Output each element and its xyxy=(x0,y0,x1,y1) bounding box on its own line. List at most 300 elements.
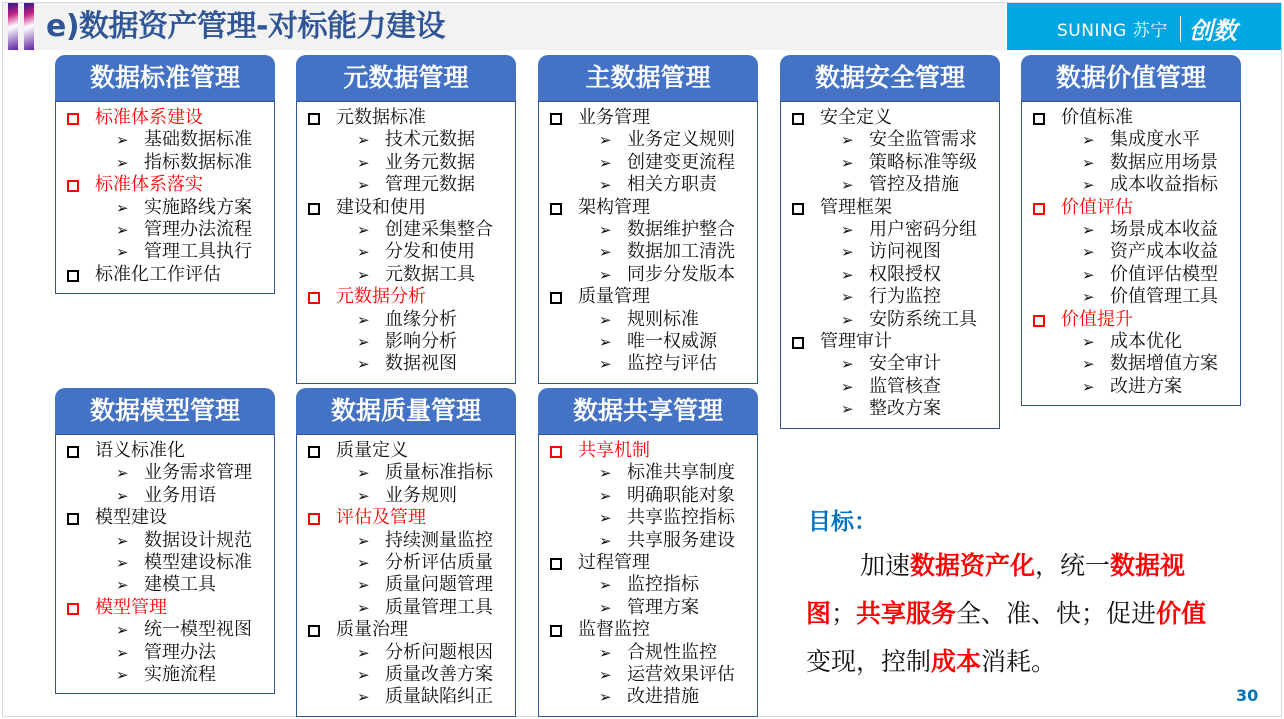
arrow-bullet-icon: ➢ xyxy=(599,265,612,284)
item-text: 管理审计 xyxy=(820,330,892,352)
square-bullet-icon xyxy=(308,513,320,525)
item-text: 资产成本收益 xyxy=(1110,241,1218,263)
item-text: 创建变更流程 xyxy=(627,151,735,173)
item-text: 改进方案 xyxy=(1110,375,1182,397)
arrow-bullet-icon: ➢ xyxy=(1082,131,1095,150)
arrow-bullet-icon: ➢ xyxy=(116,576,129,595)
sub-list-item xyxy=(539,686,757,708)
goal-text-segment: 消耗。 xyxy=(981,647,1057,676)
arrow-bullet-icon: ➢ xyxy=(357,220,370,239)
item-text: 质量改善方案 xyxy=(385,663,493,685)
sub-list-item xyxy=(1022,331,1240,353)
square-bullet-icon xyxy=(308,625,320,637)
list-item xyxy=(539,197,757,219)
item-text: 标准共享制度 xyxy=(627,462,735,484)
arrow-bullet-icon: ➢ xyxy=(599,509,612,528)
goal-text-segment: 变现，控制 xyxy=(806,647,932,676)
item-text: 质量问题管理 xyxy=(385,574,493,596)
item-text: 合规性监控 xyxy=(627,641,717,663)
item-text: 评估及管理 xyxy=(336,507,426,529)
square-bullet-icon xyxy=(792,203,804,215)
sub-list-item xyxy=(539,174,757,196)
sub-list-item xyxy=(56,152,274,174)
sub-list-item xyxy=(297,353,515,375)
square-bullet-icon xyxy=(308,292,320,304)
sub-list-item xyxy=(297,686,515,708)
item-text: 业务元数据 xyxy=(385,151,475,173)
sub-list-item xyxy=(56,530,274,552)
list-item xyxy=(56,264,274,286)
arrow-bullet-icon: ➢ xyxy=(599,665,612,684)
sub-list-item xyxy=(781,174,999,196)
logo-sub: 创数 xyxy=(1189,17,1237,45)
module-title: 元数据管理 xyxy=(296,55,516,101)
item-text: 模型管理 xyxy=(95,596,167,618)
item-text: 数据视图 xyxy=(385,353,457,375)
highlight-text: 数据视图 xyxy=(806,551,1186,628)
item-text: 唯一权威源 xyxy=(627,330,717,352)
arrow-bullet-icon: ➢ xyxy=(116,131,129,150)
item-text: 安全审计 xyxy=(869,353,941,375)
arrow-bullet-icon: ➢ xyxy=(841,265,854,284)
module-title: 数据安全管理 xyxy=(780,55,1000,101)
sub-list-item xyxy=(781,376,999,398)
arrow-bullet-icon: ➢ xyxy=(841,288,854,307)
arrow-bullet-icon: ➢ xyxy=(841,243,854,262)
square-bullet-icon xyxy=(550,625,562,637)
arrow-bullet-icon: ➢ xyxy=(599,643,612,662)
sub-list-item xyxy=(781,286,999,308)
sub-list-item xyxy=(539,219,757,241)
item-text: 管理办法 xyxy=(144,641,216,663)
decor-image xyxy=(8,3,18,50)
square-bullet-icon xyxy=(550,113,562,125)
item-text: 过程管理 xyxy=(578,551,650,573)
list-item xyxy=(781,331,999,353)
highlight-text: 价值 xyxy=(1156,599,1207,628)
goal-text-segment: ； xyxy=(831,599,857,628)
arrow-bullet-icon: ➢ xyxy=(599,486,612,505)
item-text: 价值评估 xyxy=(1061,196,1133,218)
sub-list-item xyxy=(56,129,274,151)
sub-list-item xyxy=(539,574,757,596)
item-text: 安全监管需求 xyxy=(869,129,977,151)
sub-list-item xyxy=(1022,376,1240,398)
list-item xyxy=(1022,309,1240,331)
sub-list-item xyxy=(297,129,515,151)
arrow-bullet-icon: ➢ xyxy=(1082,176,1095,195)
sub-list-item xyxy=(56,462,274,484)
module-box xyxy=(55,101,275,294)
square-bullet-icon xyxy=(308,203,320,215)
sub-list-item xyxy=(539,597,757,619)
sub-list-item xyxy=(1022,219,1240,241)
item-text: 业务定义规则 xyxy=(627,129,735,151)
sub-list-item xyxy=(297,309,515,331)
sub-list-item xyxy=(297,331,515,353)
item-text: 价值提升 xyxy=(1061,308,1133,330)
arrow-bullet-icon: ➢ xyxy=(116,486,129,505)
highlight-text: 数据资产化 xyxy=(910,551,1036,580)
square-bullet-icon xyxy=(67,270,79,282)
square-bullet-icon xyxy=(1033,315,1045,327)
arrow-bullet-icon: ➢ xyxy=(599,355,612,374)
item-text: 实施流程 xyxy=(144,663,216,685)
sub-list-item xyxy=(297,241,515,263)
arrow-bullet-icon: ➢ xyxy=(357,153,370,172)
sub-list-item xyxy=(781,309,999,331)
item-text: 用户密码分组 xyxy=(869,218,977,240)
arrow-bullet-icon: ➢ xyxy=(841,131,854,150)
item-text: 相关方职责 xyxy=(627,174,717,196)
item-text: 分析问题根因 xyxy=(385,641,493,663)
list-item xyxy=(56,597,274,619)
arrow-bullet-icon: ➢ xyxy=(116,243,129,262)
goal-text-segment: 加速 xyxy=(860,551,911,580)
item-text: 分析评估质量 xyxy=(385,551,493,573)
sub-list-item xyxy=(539,462,757,484)
sub-list-item xyxy=(781,398,999,420)
sub-list-item xyxy=(56,664,274,686)
item-text: 模型建设标准 xyxy=(144,551,252,573)
sub-list-item xyxy=(539,485,757,507)
square-bullet-icon xyxy=(308,446,320,458)
page-title: e)数据资产管理-对标能力建设 xyxy=(46,9,446,44)
sub-list-item xyxy=(297,597,515,619)
item-text: 血缘分析 xyxy=(385,308,457,330)
sub-list-item xyxy=(1022,286,1240,308)
item-text: 分发和使用 xyxy=(385,241,475,263)
sub-list-item xyxy=(297,264,515,286)
arrow-bullet-icon: ➢ xyxy=(116,220,129,239)
item-text: 行为监控 xyxy=(869,286,941,308)
item-text: 质量缺陷纠正 xyxy=(385,686,493,708)
item-text: 共享机制 xyxy=(578,440,650,461)
sub-list-item xyxy=(539,264,757,286)
arrow-bullet-icon: ➢ xyxy=(357,531,370,550)
item-text: 业务用语 xyxy=(144,484,216,506)
item-text: 元数据工具 xyxy=(385,263,475,285)
item-text: 标准体系建设 xyxy=(95,107,203,128)
arrow-bullet-icon: ➢ xyxy=(599,243,612,262)
module-title: 数据价值管理 xyxy=(1021,55,1241,101)
goal-text-segment: 全、准、快；促进 xyxy=(956,599,1157,628)
item-text: 基础数据标准 xyxy=(144,129,252,151)
arrow-bullet-icon: ➢ xyxy=(116,665,129,684)
item-text: 质量管理工具 xyxy=(385,596,493,618)
sub-list-item xyxy=(539,507,757,529)
list-item xyxy=(781,107,999,129)
list-item xyxy=(297,440,515,462)
arrow-bullet-icon: ➢ xyxy=(116,464,129,483)
module-box xyxy=(1021,101,1241,406)
arrow-bullet-icon: ➢ xyxy=(1082,355,1095,374)
item-text: 数据增值方案 xyxy=(1110,353,1218,375)
item-text: 成本优化 xyxy=(1110,330,1182,352)
module-box xyxy=(538,101,758,384)
arrow-bullet-icon: ➢ xyxy=(599,332,612,351)
sub-list-item xyxy=(56,485,274,507)
item-text: 质量标准指标 xyxy=(385,462,493,484)
item-text: 数据应用场景 xyxy=(1110,151,1218,173)
arrow-bullet-icon: ➢ xyxy=(1082,265,1095,284)
square-bullet-icon xyxy=(792,337,804,349)
sub-list-item xyxy=(56,241,274,263)
arrow-bullet-icon: ➢ xyxy=(1082,377,1095,396)
arrow-bullet-icon: ➢ xyxy=(841,153,854,172)
item-text: 数据维护整合 xyxy=(627,218,735,240)
arrow-bullet-icon: ➢ xyxy=(116,198,129,217)
item-text: 策略标准等级 xyxy=(869,151,977,173)
arrow-bullet-icon: ➢ xyxy=(116,621,129,640)
item-text: 规则标准 xyxy=(627,308,699,330)
item-text: 建模工具 xyxy=(144,574,216,596)
square-bullet-icon xyxy=(67,446,79,458)
arrow-bullet-icon: ➢ xyxy=(357,553,370,572)
item-text: 场景成本收益 xyxy=(1110,218,1218,240)
item-text: 共享服务建设 xyxy=(627,529,735,551)
sub-list-item xyxy=(297,530,515,552)
arrow-bullet-icon: ➢ xyxy=(841,355,854,374)
item-text: 价值标准 xyxy=(1061,107,1133,128)
square-bullet-icon xyxy=(1033,203,1045,215)
sub-list-item xyxy=(539,642,757,664)
item-text: 管理工具执行 xyxy=(144,241,252,263)
sub-list-item xyxy=(1022,174,1240,196)
module-title: 数据共享管理 xyxy=(538,388,758,434)
arrow-bullet-icon: ➢ xyxy=(599,176,612,195)
sub-list-item xyxy=(297,574,515,596)
sub-list-item xyxy=(1022,129,1240,151)
arrow-bullet-icon: ➢ xyxy=(1082,220,1095,239)
item-text: 质量治理 xyxy=(336,619,408,641)
list-item xyxy=(539,107,757,129)
item-text: 数据设计规范 xyxy=(144,529,252,551)
sub-list-item xyxy=(297,552,515,574)
sub-list-item xyxy=(297,485,515,507)
module-box xyxy=(780,101,1000,429)
item-text: 安全定义 xyxy=(820,107,892,128)
module-title: 主数据管理 xyxy=(538,55,758,101)
arrow-bullet-icon: ➢ xyxy=(357,243,370,262)
list-item xyxy=(539,286,757,308)
sub-list-item xyxy=(539,241,757,263)
arrow-bullet-icon: ➢ xyxy=(599,598,612,617)
item-text: 监管核查 xyxy=(869,375,941,397)
square-bullet-icon xyxy=(308,113,320,125)
item-text: 语义标准化 xyxy=(95,440,185,461)
item-text: 技术元数据 xyxy=(385,129,475,151)
square-bullet-icon xyxy=(67,180,79,192)
sub-list-item xyxy=(781,219,999,241)
suning-logo xyxy=(1007,3,1281,50)
arrow-bullet-icon: ➢ xyxy=(357,464,370,483)
arrow-bullet-icon: ➢ xyxy=(357,665,370,684)
item-text: 实施路线方案 xyxy=(144,196,252,218)
list-item xyxy=(297,507,515,529)
sub-list-item xyxy=(297,664,515,686)
arrow-bullet-icon: ➢ xyxy=(357,332,370,351)
decor-image xyxy=(24,3,34,50)
item-text: 监控指标 xyxy=(627,574,699,596)
arrow-bullet-icon: ➢ xyxy=(1082,332,1095,351)
list-item xyxy=(56,440,274,462)
highlight-text: 共享服务 xyxy=(856,599,957,628)
sub-list-item xyxy=(539,530,757,552)
sub-list-item xyxy=(297,152,515,174)
arrow-bullet-icon: ➢ xyxy=(357,688,370,707)
goal-text-segment: ，统一 xyxy=(1035,551,1111,580)
module-box xyxy=(55,434,275,694)
arrow-bullet-icon: ➢ xyxy=(841,310,854,329)
list-item xyxy=(56,507,274,529)
sub-list-item xyxy=(56,552,274,574)
sub-list-item xyxy=(539,129,757,151)
list-item xyxy=(781,197,999,219)
square-bullet-icon xyxy=(1033,113,1045,125)
arrow-bullet-icon: ➢ xyxy=(841,400,854,419)
module-box xyxy=(538,434,758,717)
sub-list-item xyxy=(56,642,274,664)
sub-list-item xyxy=(781,353,999,375)
item-text: 业务需求管理 xyxy=(144,462,252,484)
arrow-bullet-icon: ➢ xyxy=(357,176,370,195)
sub-list-item xyxy=(1022,353,1240,375)
square-bullet-icon xyxy=(67,113,79,125)
square-bullet-icon xyxy=(550,558,562,570)
item-text: 改进措施 xyxy=(627,686,699,708)
logo-brand: SUNING 苏宁 xyxy=(1057,21,1168,41)
item-text: 持续测量监控 xyxy=(385,529,493,551)
arrow-bullet-icon: ➢ xyxy=(841,377,854,396)
arrow-bullet-icon: ➢ xyxy=(357,643,370,662)
item-text: 质量管理 xyxy=(578,286,650,308)
page-number: 30 xyxy=(1236,686,1259,705)
item-text: 价值评估模型 xyxy=(1110,263,1218,285)
item-text: 影响分析 xyxy=(385,330,457,352)
item-text: 管理办法流程 xyxy=(144,218,252,240)
arrow-bullet-icon: ➢ xyxy=(841,176,854,195)
item-text: 业务管理 xyxy=(578,107,650,128)
list-item xyxy=(297,286,515,308)
arrow-bullet-icon: ➢ xyxy=(1082,243,1095,262)
item-text: 管理方案 xyxy=(627,596,699,618)
highlight-text: 成本 xyxy=(931,647,982,676)
item-text: 建设和使用 xyxy=(336,196,426,218)
item-text: 管理框架 xyxy=(820,196,892,218)
sub-list-item xyxy=(297,462,515,484)
module-title: 数据模型管理 xyxy=(55,388,275,434)
sub-list-item xyxy=(539,353,757,375)
arrow-bullet-icon: ➢ xyxy=(116,643,129,662)
arrow-bullet-icon: ➢ xyxy=(357,265,370,284)
list-item xyxy=(539,619,757,641)
item-text: 管理元数据 xyxy=(385,174,475,196)
arrow-bullet-icon: ➢ xyxy=(357,131,370,150)
item-text: 质量定义 xyxy=(336,440,408,461)
sub-list-item xyxy=(539,309,757,331)
sub-list-item xyxy=(781,152,999,174)
item-text: 整改方案 xyxy=(869,398,941,420)
item-text: 价值管理工具 xyxy=(1110,286,1218,308)
sub-list-item xyxy=(56,619,274,641)
arrow-bullet-icon: ➢ xyxy=(599,576,612,595)
sub-list-item xyxy=(56,197,274,219)
item-text: 架构管理 xyxy=(578,196,650,218)
sub-list-item xyxy=(539,664,757,686)
list-item xyxy=(1022,197,1240,219)
module-title: 数据标准管理 xyxy=(55,55,275,101)
arrow-bullet-icon: ➢ xyxy=(116,531,129,550)
goal-text xyxy=(806,542,1226,686)
list-item xyxy=(539,552,757,574)
item-text: 监督监控 xyxy=(578,619,650,641)
arrow-bullet-icon: ➢ xyxy=(1082,288,1095,307)
arrow-bullet-icon: ➢ xyxy=(357,355,370,374)
sub-list-item xyxy=(56,574,274,596)
sub-list-item xyxy=(56,219,274,241)
arrow-bullet-icon: ➢ xyxy=(599,220,612,239)
item-text: 元数据分析 xyxy=(336,286,426,308)
square-bullet-icon xyxy=(550,203,562,215)
item-text: 成本收益指标 xyxy=(1110,174,1218,196)
sub-list-item xyxy=(781,241,999,263)
logo-divider xyxy=(1180,16,1181,42)
item-text: 运营效果评估 xyxy=(627,663,735,685)
arrow-bullet-icon: ➢ xyxy=(599,688,612,707)
sub-list-item xyxy=(297,174,515,196)
arrow-bullet-icon: ➢ xyxy=(357,576,370,595)
item-text: 指标数据标准 xyxy=(144,151,252,173)
arrow-bullet-icon: ➢ xyxy=(599,153,612,172)
module-box xyxy=(296,434,516,717)
list-item xyxy=(56,107,274,129)
sub-list-item xyxy=(539,331,757,353)
arrow-bullet-icon: ➢ xyxy=(116,553,129,572)
sub-list-item xyxy=(539,152,757,174)
item-text: 标准化工作评估 xyxy=(95,263,221,285)
item-text: 模型建设 xyxy=(95,507,167,529)
item-text: 明确职能对象 xyxy=(627,484,735,506)
item-text: 安防系统工具 xyxy=(869,308,977,330)
square-bullet-icon xyxy=(550,446,562,458)
arrow-bullet-icon: ➢ xyxy=(116,153,129,172)
list-item xyxy=(539,440,757,462)
square-bullet-icon xyxy=(792,113,804,125)
arrow-bullet-icon: ➢ xyxy=(599,464,612,483)
item-text: 管控及措施 xyxy=(869,174,959,196)
sub-list-item xyxy=(297,219,515,241)
arrow-bullet-icon: ➢ xyxy=(841,220,854,239)
arrow-bullet-icon: ➢ xyxy=(357,486,370,505)
sub-list-item xyxy=(1022,241,1240,263)
list-item xyxy=(297,619,515,641)
square-bullet-icon xyxy=(550,292,562,304)
list-item xyxy=(56,174,274,196)
item-text: 访问视图 xyxy=(869,241,941,263)
item-text: 数据加工清洗 xyxy=(627,241,735,263)
item-text: 统一模型视图 xyxy=(144,619,252,641)
item-text: 监控与评估 xyxy=(627,353,717,375)
module-title: 数据质量管理 xyxy=(296,388,516,434)
item-text: 共享监控指标 xyxy=(627,507,735,529)
arrow-bullet-icon: ➢ xyxy=(357,598,370,617)
list-item xyxy=(1022,107,1240,129)
sub-list-item xyxy=(781,264,999,286)
item-text: 元数据标准 xyxy=(336,107,426,128)
item-text: 标准体系落实 xyxy=(95,174,203,196)
arrow-bullet-icon: ➢ xyxy=(1082,153,1095,172)
